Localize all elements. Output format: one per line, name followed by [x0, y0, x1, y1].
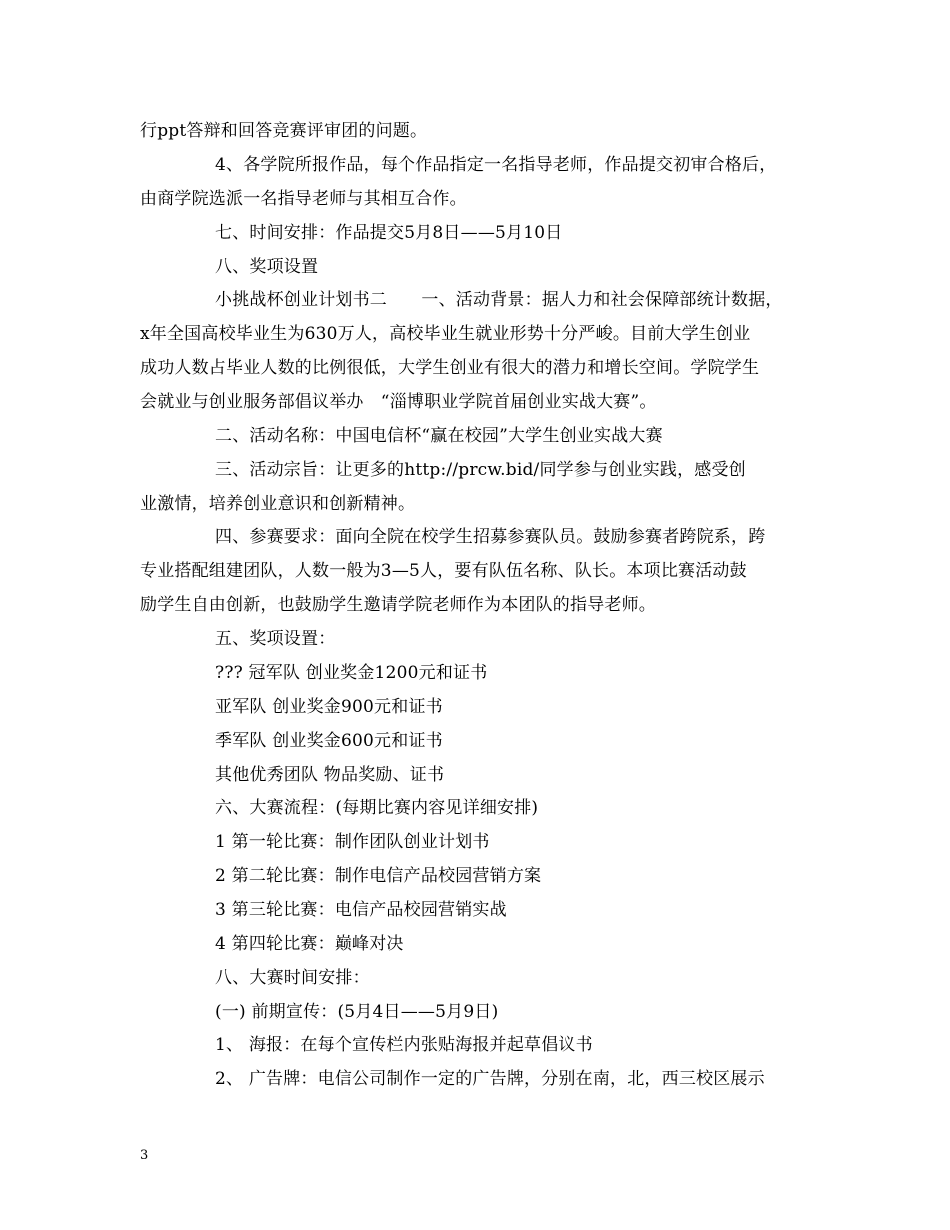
text-line: 4 第四轮比赛：巅峰对决: [215, 934, 404, 954]
text-line: 3 第三轮比赛：电信产品校园营销实战: [215, 900, 507, 920]
text-line: 业激情，培养创业意识和创新精神。: [140, 494, 416, 514]
text-line: 1、 海报：在每个宣传栏内张贴海报并起草倡议书: [215, 1035, 593, 1055]
text-line: 2 第二轮比赛：制作电信产品校园营销方案: [215, 866, 542, 886]
text-line: 季军队 创业奖金600元和证书: [215, 731, 443, 751]
text-line: 会就业与创业服务部倡议举办 “淄博职业学院首届创业实战大赛”。: [140, 392, 657, 412]
text-line: 八、奖项设置: [215, 257, 319, 277]
text-line: 六、大赛流程：(每期比赛内容见详细安排): [215, 798, 539, 818]
text-line: 二、活动名称：中国电信杯“赢在校园”大学生创业实战大赛: [215, 426, 663, 446]
text-line: 4、各学院所报作品，每个作品指定一名指导老师，作品提交初审合格后，: [215, 155, 777, 175]
text-line: (一) 前期宣传：(5月4日——5月9日): [215, 1002, 499, 1022]
text-line: 小挑战杯创业计划书二 一、活动背景：据人力和社会保障部统计数据，: [215, 290, 783, 310]
text-line: 1 第一轮比赛：制作团队创业计划书: [215, 832, 490, 852]
text-line: 五、奖项设置：: [215, 629, 336, 649]
text-line: x年全国高校毕业生为630万人，高校毕业生就业形势十分严峻。目前大学生创业: [140, 324, 751, 344]
text-line: 励学生自由创新，也鼓励学生邀请学院老师作为本团队的指导老师。: [140, 595, 656, 615]
page-number: 3: [140, 1148, 149, 1163]
text-line: 七、时间安排：作品提交5月8日——5月10日: [215, 223, 563, 243]
text-line: 亚军队 创业奖金900元和证书: [215, 697, 443, 717]
text-line: 行ppt答辩和回答竞赛评审团的问题。: [140, 121, 428, 141]
text-line: 其他优秀团队 物品奖励、证书: [215, 765, 445, 785]
text-line: 四、参赛要求：面向全院在校学生招募参赛队员。鼓励参赛者跨院系，跨: [215, 527, 766, 547]
text-line: 八、大赛时间安排：: [215, 968, 370, 988]
text-line: 专业搭配组建团队，人数一般为3—5人，要有队伍名称、队长。本项比赛活动鼓: [140, 561, 747, 581]
text-line: 2、 广告牌：电信公司制作一定的广告牌，分别在南，北，西三校区展示: [215, 1069, 765, 1089]
text-line: 三、活动宗旨：让更多的http://prcw.bid/同学参与创业实践，感受创: [215, 460, 746, 480]
text-line: 成功人数占毕业人数的比例很低，大学生创业有很大的潜力和增长空间。学院学生: [140, 358, 760, 378]
text-line: 由商学院选派一名指导老师与其相互合作。: [140, 189, 467, 209]
text-line: ??? 冠军队 创业奖金1200元和证书: [215, 663, 488, 683]
